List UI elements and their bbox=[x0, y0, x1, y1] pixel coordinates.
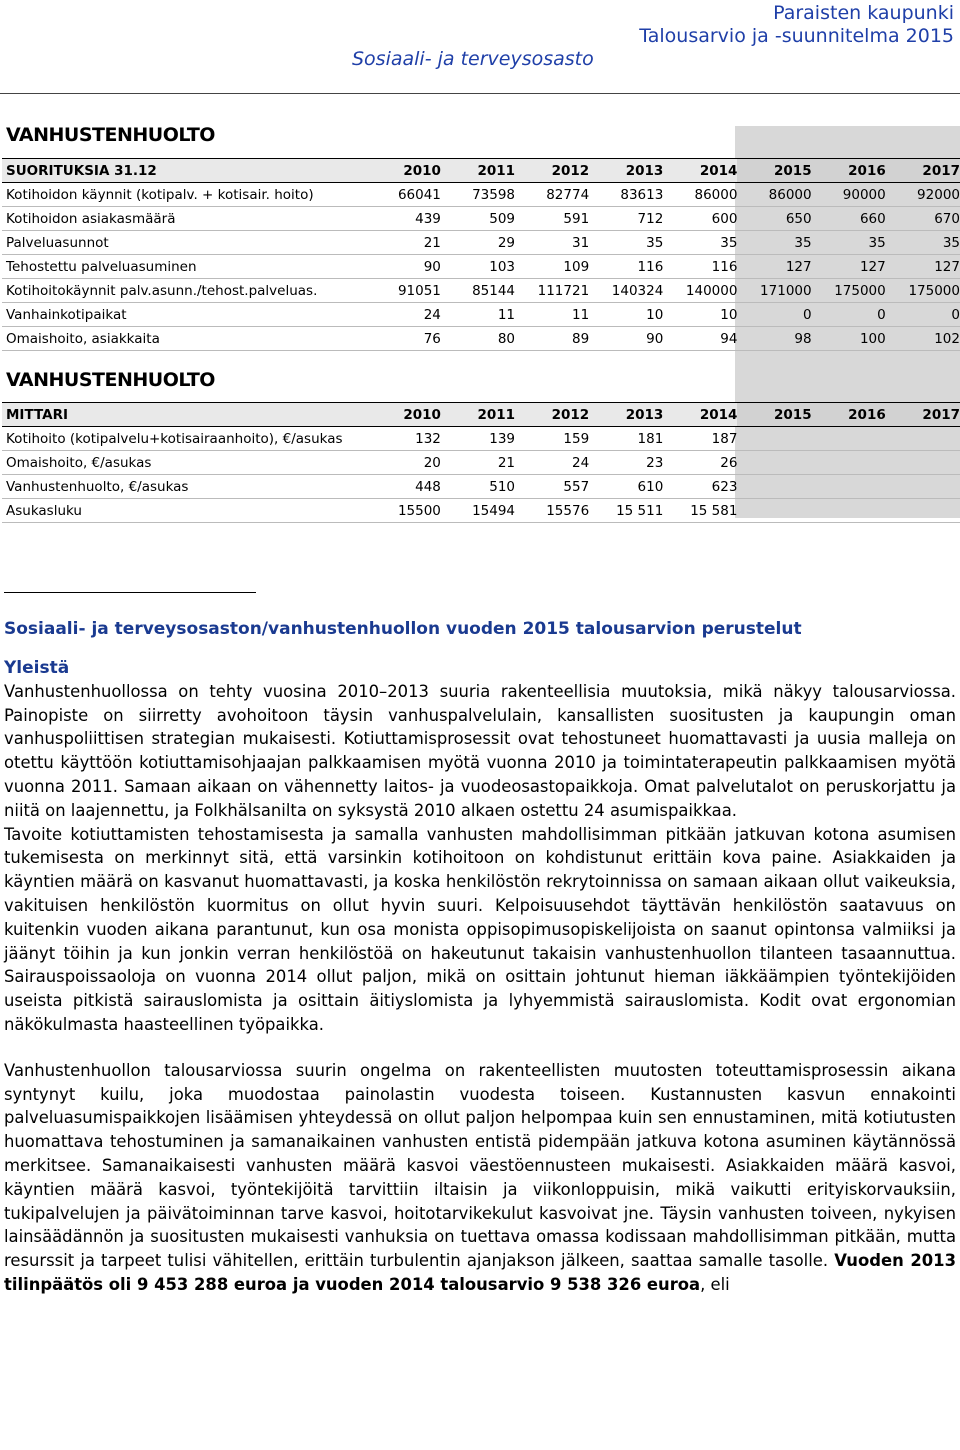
table-cell bbox=[886, 451, 960, 475]
table-cell: 140324 bbox=[589, 279, 663, 303]
column-header: 2014 bbox=[663, 159, 737, 183]
metrics-table-title: VANHUSTENHUOLTO bbox=[6, 369, 215, 391]
table-cell: 73598 bbox=[441, 183, 515, 207]
table-cell: 127 bbox=[812, 255, 886, 279]
row-label: Omaishoito, asiakkaita bbox=[2, 327, 367, 351]
table-cell bbox=[886, 499, 960, 523]
row-label: Tehostettu palveluasuminen bbox=[2, 255, 367, 279]
table-cell: 24 bbox=[515, 451, 589, 475]
paragraph-tail: , eli bbox=[700, 1274, 730, 1294]
table-cell: 10 bbox=[663, 303, 737, 327]
table-cell: 35 bbox=[589, 231, 663, 255]
column-header: 2016 bbox=[812, 403, 886, 427]
table-cell: 85144 bbox=[441, 279, 515, 303]
table-cell: 35 bbox=[886, 231, 960, 255]
table-cell: 510 bbox=[441, 475, 515, 499]
column-header: 2010 bbox=[367, 159, 441, 183]
table-cell: 94 bbox=[663, 327, 737, 351]
table-cell: 610 bbox=[589, 475, 663, 499]
table-cell: 35 bbox=[812, 231, 886, 255]
table-cell: 66041 bbox=[367, 183, 441, 207]
table-cell bbox=[886, 475, 960, 499]
table-cell: 23 bbox=[589, 451, 663, 475]
table-cell: 21 bbox=[441, 451, 515, 475]
table-cell: 86000 bbox=[663, 183, 737, 207]
paragraph bbox=[4, 1059, 956, 1297]
table-cell: 159 bbox=[515, 427, 589, 451]
table-cell: 11 bbox=[441, 303, 515, 327]
table-cell: 712 bbox=[589, 207, 663, 231]
table-cell: 10 bbox=[589, 303, 663, 327]
column-header: 2014 bbox=[663, 403, 737, 427]
row-label: Vanhustenhuolto, €/asukas bbox=[2, 475, 367, 499]
table-cell: 100 bbox=[812, 327, 886, 351]
table-cell: 35 bbox=[663, 231, 737, 255]
table-cell: 132 bbox=[367, 427, 441, 451]
column-header: 2012 bbox=[515, 403, 589, 427]
table-cell bbox=[812, 475, 886, 499]
table-cell: 448 bbox=[367, 475, 441, 499]
table-cell: 557 bbox=[515, 475, 589, 499]
table-cell: 116 bbox=[663, 255, 737, 279]
table-cell: 187 bbox=[663, 427, 737, 451]
document-body bbox=[4, 618, 956, 1297]
table-cell bbox=[812, 451, 886, 475]
paragraph: Tavoite kotiuttamisten tehostamisesta ja samalla vanhusten mahdollisimman pitkään jatkuvan kotona asumisen tukemisesta on merkinnyt sitä, että varsinkin kotihoitoon on kohdistunut erittäin kova paine. Asiakkaiden ja käyntien määrä on kasvanut huomattavasti, ja koska henkilöstön rekrytoinnissa on samaan aikaan ollut vaikeuksia, vakituisen henkilöstön kuormitus on ollut hyvin suuri. Kelpoisuusehdot täyttävän henkilöstön saatavuus on kuitenkin vuoden aikana parantunut, kun osa monista oppisopimusopiskelijoista on saanut opintonsa valmiiksi ja jäänyt töihin ja kun jonkin verran henkilöstöä on hakeutunut takaisin vanhustenhuollon tilanteen tasaannuttua. Sairauspoissaoloja on vuonna 2014 ollut paljon, mikä on osittain johtunut hieman iäkkäämpien työntekijöiden useista pitkistä sairauslomista ja osittain äitiyslomista ja lyhyemmistä sairauslomista. Kodit ovat ergonomian näkökulmasta haasteellinen työpaikka. bbox=[4, 824, 956, 1034]
row-label: Palveluasunnot bbox=[2, 231, 367, 255]
table-cell: 82774 bbox=[515, 183, 589, 207]
department-name: Sosiaali- ja terveysosasto bbox=[352, 48, 594, 70]
column-header: 2017 bbox=[886, 159, 960, 183]
table-cell: 15494 bbox=[441, 499, 515, 523]
table-cell bbox=[812, 427, 886, 451]
table-row bbox=[2, 255, 960, 279]
table-cell: 591 bbox=[515, 207, 589, 231]
table-cell: 0 bbox=[737, 303, 811, 327]
table-cell bbox=[737, 475, 811, 499]
table-header-row bbox=[2, 159, 960, 183]
table-cell: 509 bbox=[441, 207, 515, 231]
table-row bbox=[2, 327, 960, 351]
column-header: 2017 bbox=[886, 403, 960, 427]
paragraph-bold-text: Vuoden 2013 tilinpäätös oli 9 453 288 euroa ja vuoden 2014 talousarvio 9 538 326 euroa bbox=[4, 1251, 956, 1294]
table-cell: 0 bbox=[812, 303, 886, 327]
metrics-table bbox=[2, 402, 960, 523]
column-header: 2015 bbox=[737, 403, 811, 427]
table-cell: 91051 bbox=[367, 279, 441, 303]
row-label: Omaishoito, €/asukas bbox=[2, 451, 367, 475]
table-cell bbox=[886, 427, 960, 451]
table-row bbox=[2, 499, 960, 523]
table-cell: 20 bbox=[367, 451, 441, 475]
table-row bbox=[2, 451, 960, 475]
column-header: 2013 bbox=[589, 403, 663, 427]
footnote-separator bbox=[4, 592, 256, 593]
table-cell: 171000 bbox=[737, 279, 811, 303]
table-cell: 35 bbox=[737, 231, 811, 255]
table-cell: 21 bbox=[367, 231, 441, 255]
column-header: 2013 bbox=[589, 159, 663, 183]
column-header: SUORITUKSIA 31.12 bbox=[2, 159, 367, 183]
city-name: Paraisten kaupunki bbox=[773, 2, 954, 24]
table-cell: 98 bbox=[737, 327, 811, 351]
table-cell: 15 581 bbox=[663, 499, 737, 523]
table-cell: 29 bbox=[441, 231, 515, 255]
table-cell: 92000 bbox=[886, 183, 960, 207]
table-cell bbox=[737, 499, 811, 523]
table-cell bbox=[812, 499, 886, 523]
row-label: Kotihoidon käynnit (kotipalv. + kotisair. hoito) bbox=[2, 183, 367, 207]
table-cell: 111721 bbox=[515, 279, 589, 303]
table-cell: 15 511 bbox=[589, 499, 663, 523]
section-heading: Sosiaali- ja terveysosaston/vanhustenhuollon vuoden 2015 talousarvion perustelut bbox=[4, 619, 802, 639]
page-header bbox=[0, 0, 960, 96]
table-cell: 139 bbox=[441, 427, 515, 451]
table-row bbox=[2, 279, 960, 303]
performance-table bbox=[2, 158, 960, 351]
table-cell: 80 bbox=[441, 327, 515, 351]
table-cell: 11 bbox=[515, 303, 589, 327]
subheading-general: Yleistä bbox=[4, 657, 70, 678]
row-label: Kotihoidon asiakasmäärä bbox=[2, 207, 367, 231]
table-cell bbox=[737, 451, 811, 475]
row-label: Kotihoito (kotipalvelu+kotisairaanhoito), €/asukas bbox=[2, 427, 367, 451]
table-cell: 650 bbox=[737, 207, 811, 231]
table-row bbox=[2, 231, 960, 255]
table-cell: 181 bbox=[589, 427, 663, 451]
table-cell: 127 bbox=[737, 255, 811, 279]
column-header: 2015 bbox=[737, 159, 811, 183]
column-header: 2016 bbox=[812, 159, 886, 183]
column-header: 2010 bbox=[367, 403, 441, 427]
table-cell: 175000 bbox=[812, 279, 886, 303]
table-cell: 90 bbox=[589, 327, 663, 351]
row-label: Asukasluku bbox=[2, 499, 367, 523]
table-cell: 15500 bbox=[367, 499, 441, 523]
paragraph: Vanhustenhuollossa on tehty vuosina 2010–2013 suuria rakenteellisia muutoksia, mikä näkyy talousarviossa. Painopiste on siirretty avohoitoon täysin vanhuspalvelulain, kansallisten suositusten ja kaupungin oman vanhuspoliittisen strategian mukaisesti. Kotiuttamisprosessit ovat tehostuneet huomattavasti ja uusia malleja on otettu käyttöön kotiuttamisohjaajan palkkaamisen myötä vuonna 2010 ja toimintaterapeutin palkkaamisen myötä vuonna 2011. Samaan aikaan on vähennetty laitos- ja vuodeosastopaikkoja. Omat palvelutalot on peruskorjattu ja niitä on laajennettu, ja Folkhälsanilta on syksystä 2010 alkaen ostettu 24 asumispaikkaa. bbox=[4, 681, 956, 820]
table-row bbox=[2, 303, 960, 327]
performance-table-title: VANHUSTENHUOLTO bbox=[6, 124, 215, 146]
header-rule bbox=[0, 93, 960, 94]
table-cell: 24 bbox=[367, 303, 441, 327]
column-header: 2011 bbox=[441, 403, 515, 427]
column-header: 2011 bbox=[441, 159, 515, 183]
row-label: Vanhainkotipaikat bbox=[2, 303, 367, 327]
table-header-row bbox=[2, 403, 960, 427]
row-label: Kotihoitokäynnit palv.asunn./tehost.palveluas. bbox=[2, 279, 367, 303]
budget-title: Talousarvio ja -suunnitelma 2015 bbox=[639, 25, 954, 47]
table-cell: 623 bbox=[663, 475, 737, 499]
table-row bbox=[2, 475, 960, 499]
table-cell: 140000 bbox=[663, 279, 737, 303]
table-cell: 116 bbox=[589, 255, 663, 279]
table-cell: 670 bbox=[886, 207, 960, 231]
table-cell: 0 bbox=[886, 303, 960, 327]
table-cell: 439 bbox=[367, 207, 441, 231]
table-cell: 89 bbox=[515, 327, 589, 351]
table-row bbox=[2, 427, 960, 451]
table-cell: 15576 bbox=[515, 499, 589, 523]
table-cell bbox=[737, 427, 811, 451]
table-cell: 90000 bbox=[812, 183, 886, 207]
table-cell: 102 bbox=[886, 327, 960, 351]
table-cell: 83613 bbox=[589, 183, 663, 207]
table-cell: 31 bbox=[515, 231, 589, 255]
table-cell: 109 bbox=[515, 255, 589, 279]
table-cell: 127 bbox=[886, 255, 960, 279]
table-cell: 86000 bbox=[737, 183, 811, 207]
table-cell: 76 bbox=[367, 327, 441, 351]
table-row bbox=[2, 207, 960, 231]
table-cell: 175000 bbox=[886, 279, 960, 303]
table-cell: 90 bbox=[367, 255, 441, 279]
table-cell: 103 bbox=[441, 255, 515, 279]
column-header: MITTARI bbox=[2, 403, 367, 427]
table-cell: 26 bbox=[663, 451, 737, 475]
table-row bbox=[2, 183, 960, 207]
column-header: 2012 bbox=[515, 159, 589, 183]
paragraph-text: Vanhustenhuollon talousarviossa suurin ongelma on rakenteellisten muutosten toteuttamisprosessin aikana syntynyt kuilu, joka muodostaa painolastin vuodesta toiseen. Kustannusten kasvun ennakointi palveluasumispaikkojen lisäämisen yhteydessä on ollut paljon helpompaa kuin sen ennustaminen, mitä kotiutusten huomattava tehostuminen ja samanaikainen vanhusten entistä pidempään jatkuva kotona asuminen käytännössä merkitsee. Samanaikaisesti vanhusten määrä kasvoi väestöennusteen mukaisesti. Asiakkaiden määrä kasvoi, käyntien määrä kasvoi, työntekijöitä tarvittiin iltaisin ja viikonloppuisin, mikä vaikutti erityiskorvauksiin, tukipalvelujen ja päivätoiminnan tarve kasvoi, hoitotarvikekulut kasvoivat jne. Täysin vanhusten toiveen, nykyisen lainsäädännön ja suositusten mukaisesti vanhuksia on tuettava omassa kodissaan mahdollisimman pitkään, mutta resurssit ja tarpeet tulisi vähitellen, erittäin turbulentin ajanjakson jälkeen, saattaa samalle tasolle. bbox=[4, 1060, 956, 1271]
table-cell: 660 bbox=[812, 207, 886, 231]
table-cell: 600 bbox=[663, 207, 737, 231]
